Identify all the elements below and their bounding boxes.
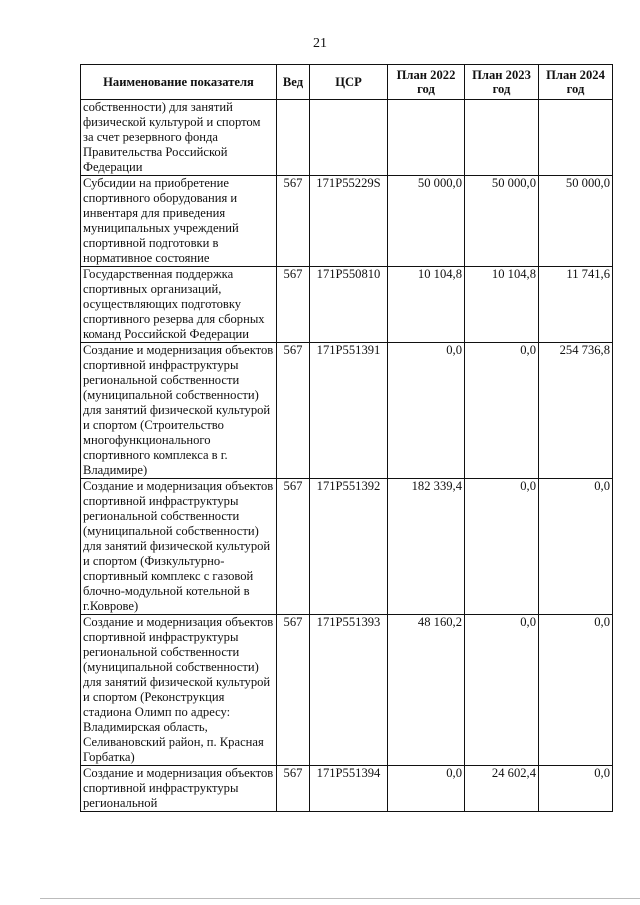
header-plan-2022: План 2022 год: [388, 65, 465, 100]
row-plan-2022: 0,0: [388, 343, 465, 479]
page-edge-divider: [40, 898, 640, 899]
row-plan-2023: 0,0: [465, 343, 539, 479]
table-row: [81, 615, 613, 766]
row-ved: [277, 100, 310, 176]
row-name: Субсидии на приобретение спортивного оборудования и инвентаря для приведения муниципальных учреждений спортивной подготовки в нормативное состояние: [81, 176, 277, 267]
header-ved: Вед: [277, 65, 310, 100]
row-name: Создание и модернизация объектов спортивной инфраструктуры региональной собственности (муниципальной собственности) для занятий физической культурой и спортом (Строительство многофункционального спортивного комплекса в г. Владимире): [81, 343, 277, 479]
row-plan-2024: 0,0: [539, 615, 613, 766]
row-plan-2023: 50 000,0: [465, 176, 539, 267]
row-plan-2024: 254 736,8: [539, 343, 613, 479]
row-name: Создание и модернизация объектов спортивной инфраструктуры региональной собственности (муниципальной собственности) для занятий физической культурой и спортом (Реконструкция стадиона Олимп по адресу: Владимирская область, Селивановский район, п. Красная Горбатка): [81, 615, 277, 766]
row-csr: 171P551393: [310, 615, 388, 766]
row-ved: 567: [277, 766, 310, 812]
row-plan-2024: 0,0: [539, 479, 613, 615]
row-plan-2024: 11 741,6: [539, 267, 613, 343]
header-plan-2024: План 2024 год: [539, 65, 613, 100]
row-plan-2022: 0,0: [388, 766, 465, 812]
row-ved: 567: [277, 176, 310, 267]
row-plan-2023: 0,0: [465, 615, 539, 766]
row-name: собственности) для занятий физической культурой и спортом за счет резервного фонда Правительства Российской Федерации: [81, 100, 277, 176]
row-ved: 567: [277, 267, 310, 343]
budget-table: [80, 64, 613, 812]
row-csr: 171P551391: [310, 343, 388, 479]
row-plan-2022: 10 104,8: [388, 267, 465, 343]
row-plan-2022: [388, 100, 465, 176]
row-name: Создание и модернизация объектов спортивной инфраструктуры региональной собственности (муниципальной собственности) для занятий физической культурой и спортом (Физкультурно-спортивный комплекс с газовой блочно-модульной котельной в г.Коврове): [81, 479, 277, 615]
table-row: [81, 176, 613, 267]
row-name: Создание и модернизация объектов спортивной инфраструктуры региональной: [81, 766, 277, 812]
table-row: [81, 343, 613, 479]
row-ved: 567: [277, 479, 310, 615]
table-row: [81, 100, 613, 176]
row-ved: 567: [277, 615, 310, 766]
row-csr: 171P55229S: [310, 176, 388, 267]
row-csr: 171P551392: [310, 479, 388, 615]
row-plan-2022: 48 160,2: [388, 615, 465, 766]
header-plan-2023: План 2023 год: [465, 65, 539, 100]
row-csr: 171P550810: [310, 267, 388, 343]
table-header-row: [81, 65, 613, 100]
table-row: [81, 766, 613, 812]
table-row: [81, 479, 613, 615]
row-plan-2023: 0,0: [465, 479, 539, 615]
row-plan-2024: [539, 100, 613, 176]
row-plan-2022: 50 000,0: [388, 176, 465, 267]
row-plan-2024: 50 000,0: [539, 176, 613, 267]
row-plan-2023: 24 602,4: [465, 766, 539, 812]
row-csr: 171P551394: [310, 766, 388, 812]
row-plan-2022: 182 339,4: [388, 479, 465, 615]
table-row: [81, 267, 613, 343]
row-plan-2024: 0,0: [539, 766, 613, 812]
row-plan-2023: 10 104,8: [465, 267, 539, 343]
header-csr: ЦСР: [310, 65, 388, 100]
header-indicator-name: Наименование показателя: [81, 65, 277, 100]
row-plan-2023: [465, 100, 539, 176]
row-csr: [310, 100, 388, 176]
row-name: Государственная поддержка спортивных организаций, осуществляющих подготовку спортивного резерва для сборных команд Российской Федерации: [81, 267, 277, 343]
row-ved: 567: [277, 343, 310, 479]
page-number: 21: [313, 36, 327, 51]
